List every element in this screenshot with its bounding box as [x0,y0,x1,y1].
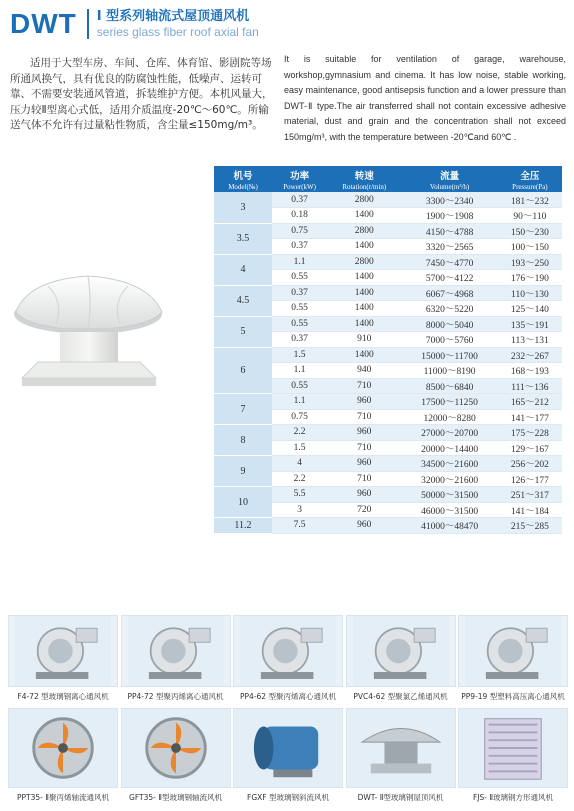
table-cell: 2800 [327,254,401,270]
centrifugal-fan-icon [458,615,568,687]
table-cell: 960 [327,394,401,410]
table-row [214,487,562,503]
table-cell: 111～136 [498,378,562,394]
table-cell: 710 [327,440,401,456]
table-header-cell [214,166,272,192]
header-label-cn: 转速 [354,171,374,182]
model-cell: 6 [214,347,272,394]
table-cell: 2800 [327,192,401,208]
table-cell: 0.55 [272,270,327,286]
centrifugal-fan-icon [121,615,231,687]
table-row [214,254,562,270]
table-cell: 960 [327,425,401,441]
model-cell: 3.5 [214,223,272,254]
table-cell: 1400 [327,239,401,255]
model-cell: 8 [214,425,272,456]
table-cell: 17500～11250 [401,394,497,410]
description-chinese: 适用于大型车房、车间、仓库、体育馆、影剧院等场所通风换气，具有优良的防腐蚀性能，低噪声、运转可靠、不需要安装通风管道，拆装维护方便。本机风量大，压力较Ⅱ型离心式低，适用介质温度-20℃～60℃。所输送气体不允许有过量粘性物质，含尘量≤150mg/m³。 [10,57,273,131]
table-row [214,316,562,332]
table-cell: 46000～31500 [401,502,497,518]
table-cell: 215～285 [498,518,562,534]
roof-fan-icon [346,708,456,788]
table-cell: 3 [272,502,327,518]
table-header-cell [498,166,562,192]
header-divider [87,9,89,39]
table-cell: 0.55 [272,301,327,317]
brand-title: DWT [10,8,77,39]
model-cell: 3 [214,192,272,223]
model-cell: 11.2 [214,518,272,534]
table-cell: 1.1 [272,394,327,410]
table-cell: 0.37 [272,285,327,301]
table-cell: 12000～8280 [401,409,497,425]
gallery-caption: PPT35- Ⅱ聚丙烯轴流通风机 [17,793,109,802]
table-cell: 125～140 [498,301,562,317]
table-cell: 960 [327,456,401,472]
table-row [214,456,562,472]
axial-fan-icon [8,708,118,788]
table-cell: 0.37 [272,239,327,255]
table-cell: 710 [327,378,401,394]
table-header-cell [272,166,327,192]
table-cell: 27000～20700 [401,425,497,441]
gallery-item [458,708,568,803]
table-cell: 1400 [327,270,401,286]
table-cell: 1400 [327,208,401,224]
table-cell: 141～184 [498,502,562,518]
table-header-cell [401,166,497,192]
table-cell: 4 [272,456,327,472]
table-cell: 4150～4788 [401,223,497,239]
table-cell: 6320～5220 [401,301,497,317]
gallery-item [346,708,456,803]
model-cell: 5 [214,316,272,347]
gallery-item [8,615,118,702]
gallery-item [233,708,343,803]
table-cell: 1.1 [272,363,327,379]
square-fan-icon [458,708,568,788]
table-cell: 232～267 [498,347,562,363]
header-label-en: Volume(m³/h) [429,183,470,191]
table-cell: 126～177 [498,471,562,487]
header-label-cn: 流量 [440,171,460,182]
specification-table [214,166,562,534]
model-cell: 4.5 [214,285,272,316]
header-label-en: Pressure(Pa) [512,183,548,191]
table-cell: 256～202 [498,456,562,472]
table-cell: 135～191 [498,316,562,332]
table-cell: 2.2 [272,425,327,441]
table-cell: 20000～14400 [401,440,497,456]
table-cell: 193～250 [498,254,562,270]
roof-fan-product-image [8,262,170,392]
table-cell: 710 [327,471,401,487]
model-cell: 10 [214,487,272,518]
table-cell: 0.55 [272,316,327,332]
product-gallery [8,615,568,809]
table-cell: 1.5 [272,440,327,456]
table-header-cell [327,166,401,192]
table-cell: 141～177 [498,409,562,425]
model-cell: 9 [214,456,272,487]
table-cell: 168～193 [498,363,562,379]
table-header-row [214,166,562,192]
gallery-row [8,615,568,702]
gallery-caption: PP4-72 型聚丙烯离心通风机 [127,692,224,701]
table-cell: 1.1 [272,254,327,270]
model-cell: 7 [214,394,272,425]
table-cell: 0.75 [272,409,327,425]
table-cell: 1400 [327,285,401,301]
table-cell: 50000～31500 [401,487,497,503]
model-cell: 4 [214,254,272,285]
header-label-en: Rotation(r/min) [342,183,387,191]
table-cell: 181～232 [498,192,562,208]
table-cell: 100～150 [498,239,562,255]
table-cell: 940 [327,363,401,379]
gallery-item [346,615,456,702]
table-cell: 0.75 [272,223,327,239]
table-cell: 176～190 [498,270,562,286]
table-cell: 7000～5760 [401,332,497,348]
table-cell: 8000～5040 [401,316,497,332]
header-titles [97,10,259,38]
centrifugal-fan-icon [346,615,456,687]
table-cell: 15000～11700 [401,347,497,363]
gallery-caption: PP9-19 型塑料高压离心通风机 [461,692,565,701]
table-cell: 1.5 [272,347,327,363]
gallery-row [8,708,568,803]
table-cell: 0.37 [272,192,327,208]
table-row [214,425,562,441]
table-cell: 150～230 [498,223,562,239]
table-cell: 113～131 [498,332,562,348]
gallery-item [8,708,118,803]
table-cell: 41000～48470 [401,518,497,534]
table-cell: 0.18 [272,208,327,224]
gallery-item [233,615,343,702]
table-cell: 0.37 [272,332,327,348]
table-row [214,394,562,410]
table-cell: 6067～4968 [401,285,497,301]
table-cell: 910 [327,332,401,348]
table-cell: 5700～4122 [401,270,497,286]
gallery-caption: FJS- Ⅱ玻璃钢方形通风机 [472,793,554,802]
gallery-caption: DWT- Ⅱ型玻璃钢屋顶风机 [357,793,444,802]
mixed-flow-fan-icon [233,708,343,788]
table-cell: 110～130 [498,285,562,301]
table-cell: 1400 [327,347,401,363]
gallery-caption: GFT35- Ⅱ型玻璃钢轴流风机 [129,793,222,802]
gallery-item [121,615,231,702]
table-row [214,347,562,363]
title-english: series glass fiber roof axial fan [96,25,259,39]
table-cell: 3320～2565 [401,239,497,255]
table-cell: 7.5 [272,518,327,534]
table-row [214,192,562,208]
table-cell: 1400 [327,316,401,332]
table-cell: 1900～1908 [401,208,497,224]
table-cell: 175～228 [498,425,562,441]
table-cell: 960 [327,518,401,534]
header-label-cn: 全压 [520,171,540,182]
axial-fan-icon [121,708,231,788]
table-row [214,518,562,534]
gallery-caption: PP4-62 型聚丙烯离心通风机 [240,692,336,701]
gallery-caption: PVC4-62 型聚氯乙烯通风机 [353,692,448,701]
header-label-cn: 功率 [290,171,310,182]
table-cell: 2.2 [272,471,327,487]
page-header [10,8,259,40]
table-cell: 129～167 [498,440,562,456]
table-cell: 8500～6840 [401,378,497,394]
centrifugal-fan-icon [8,615,118,687]
table-cell: 32000～21600 [401,471,497,487]
table-cell: 710 [327,409,401,425]
table-cell: 0.55 [272,378,327,394]
table-cell: 720 [327,502,401,518]
title-chinese: I 型系列轴流式屋顶通风机 [96,9,250,24]
table-cell: 165～212 [498,394,562,410]
gallery-item [458,615,568,702]
header-label-en: Model(№) [228,183,258,191]
gallery-item [121,708,231,803]
table-cell: 7450～4770 [401,254,497,270]
centrifugal-fan-icon [233,615,343,687]
table-cell: 251～317 [498,487,562,503]
table-cell: 960 [327,487,401,503]
table-row [214,223,562,239]
table-cell: 1400 [327,301,401,317]
table-cell: 90～110 [498,208,562,224]
description-english: It is suitable for ventilation of garage, warehouse, workshop,gymnasium and cinema. It has low noise, stable working, easy maintenance, good antisepsis function and a lower pressure than DWT-Ⅱ type.The air transferred shall not contain excessive adhesive material, dust and grain and the concentration shall not exceed 150mg/m³, with the temperature between -20℃and 60℃ . [284,54,566,142]
header-label-cn: 机号 [233,171,253,182]
table-cell: 3300～2340 [401,192,497,208]
table-row [214,285,562,301]
table-cell: 11000～8190 [401,363,497,379]
table-cell: 2800 [327,223,401,239]
gallery-caption: FGXF 型玻璃钢斜流风机 [247,793,329,802]
table-cell: 34500～21600 [401,456,497,472]
header-label-en: Power(kW) [283,183,316,191]
gallery-caption: F4-72 型玻璃钢离心通风机 [17,692,109,701]
table-cell: 5.5 [272,487,327,503]
